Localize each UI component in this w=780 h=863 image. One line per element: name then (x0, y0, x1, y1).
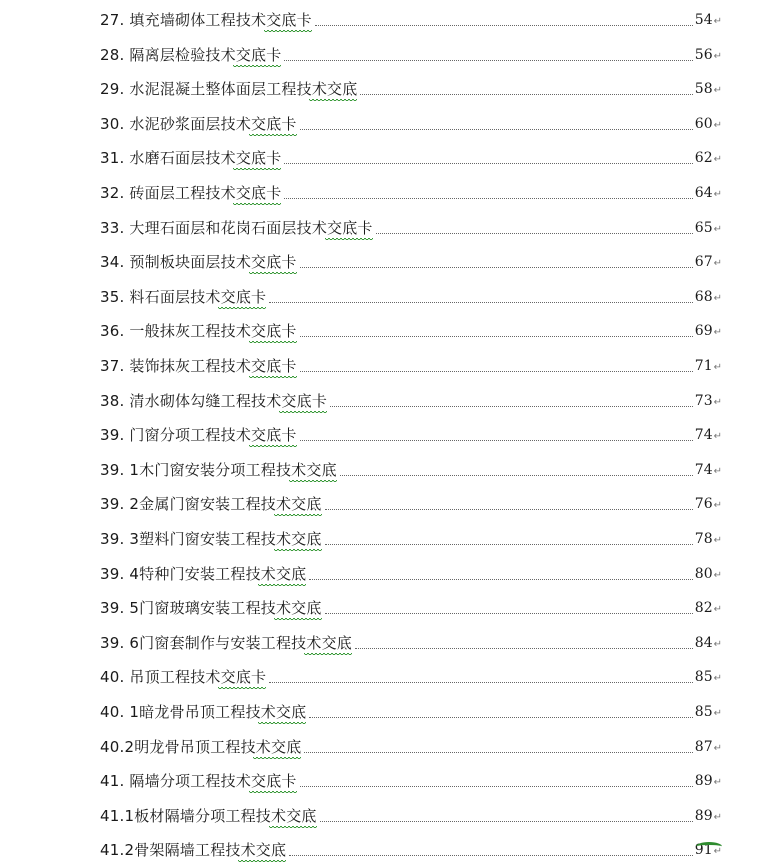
paragraph-mark-icon: ↵ (713, 535, 722, 546)
toc-entry[interactable] (100, 770, 722, 792)
toc-dot-leader (360, 93, 692, 95)
paragraph-mark-icon: ↵ (713, 85, 722, 97)
toc-entry[interactable] (100, 459, 722, 481)
toc-entry-title: 40.2明龙骨吊顶工程技术交底 (100, 737, 302, 756)
toc-entry-title: 30. 水泥砂浆面层技术交底卡 (100, 114, 297, 133)
toc-entry[interactable] (100, 563, 722, 585)
toc-entry[interactable] (100, 736, 722, 758)
toc-dot-leader (309, 716, 692, 718)
toc-dot-leader (269, 301, 692, 303)
toc-dot-leader (320, 820, 693, 822)
toc-entry-title: 38. 清水砌体勾缝工程技术交底卡 (100, 391, 328, 410)
spellcheck-squiggle (279, 411, 327, 414)
toc-entry-title: 37. 装饰抹灰工程技术交底卡 (100, 357, 297, 375)
toc-entry-title: 39. 1木门窗安装分项工程技术交底 (100, 460, 337, 479)
spellcheck-squiggle (218, 307, 266, 310)
toc-dot-leader (289, 854, 692, 856)
paragraph-mark-icon: ↵ (713, 50, 722, 62)
spellcheck-squiggle (274, 514, 322, 517)
toc-entry[interactable] (100, 390, 722, 412)
spellcheck-squiggle (249, 134, 297, 137)
paragraph-mark-icon: ↵ (713, 846, 722, 858)
paragraph-mark-icon: ↵ (713, 362, 722, 373)
toc-entry-title: 39. 3塑料门窗安装工程技术交底 (100, 530, 322, 548)
toc-dot-leader (325, 612, 693, 614)
toc-entry-title: 41.1板材隔墙分项工程技术交底 (100, 806, 317, 825)
toc-entry[interactable] (100, 701, 722, 723)
toc-entry-title: 31. 水磨石面层技术交底卡 (100, 149, 282, 168)
toc-page-number: 74 (694, 461, 713, 478)
toc-dot-leader (325, 508, 693, 510)
spellcheck-squiggle (249, 445, 297, 448)
toc-page-number: 62 (694, 150, 713, 167)
toc-dot-leader (284, 197, 692, 199)
toc-entry-title: 39. 5门窗玻璃安装工程技术交底 (100, 599, 322, 618)
toc-dot-leader (300, 128, 693, 130)
spellcheck-squiggle (233, 168, 281, 171)
toc-page-number: 54 (694, 12, 713, 28)
paragraph-mark-icon: ↵ (713, 604, 722, 616)
paragraph-mark-icon: ↵ (713, 258, 722, 270)
toc-page-number: 58 (694, 81, 713, 98)
spellcheck-squiggle (274, 618, 322, 621)
toc-page-number: 71 (694, 358, 713, 374)
paragraph-mark-icon: ↵ (713, 777, 722, 789)
toc-page-number: 89 (694, 773, 713, 790)
paragraph-mark-icon: ↵ (713, 154, 722, 166)
paragraph-mark-icon: ↵ (713, 742, 722, 754)
paragraph-mark-icon: ↵ (713, 431, 722, 443)
spellcheck-squiggle (249, 272, 297, 275)
toc-page-number: 85 (694, 669, 713, 686)
toc-dot-leader (300, 266, 693, 268)
toc-entry-title: 40. 1暗龙骨吊顶工程技术交底 (100, 703, 307, 721)
paragraph-mark-icon: ↵ (713, 119, 722, 131)
toc-entry-title: 39. 6门窗套制作与安装工程技术交底 (100, 633, 352, 652)
paragraph-mark-icon: ↵ (713, 673, 722, 685)
toc-page-number: 64 (694, 185, 713, 201)
toc-entry[interactable] (100, 355, 722, 377)
toc-dot-leader (300, 370, 693, 372)
toc-page-number: 69 (694, 323, 713, 340)
toc-entry[interactable] (100, 217, 722, 239)
spellcheck-squiggle (249, 791, 297, 794)
toc-entry[interactable] (100, 424, 722, 446)
toc-dot-leader (315, 24, 693, 26)
toc-entry[interactable] (100, 113, 722, 135)
spellcheck-squiggle (233, 65, 281, 68)
toc-entry-title: 41. 隔墙分项工程技术交底卡 (100, 772, 297, 791)
toc-entry[interactable] (100, 286, 722, 308)
toc-entry-title: 36. 一般抹灰工程技术交底卡 (100, 322, 297, 341)
toc-page-number: 60 (694, 115, 713, 132)
toc-entry-title: 34. 预制板块面层技术交底卡 (100, 253, 297, 272)
toc-entry-title: 41.2骨架隔墙工程技术交底 (100, 841, 287, 860)
toc-page-number: 84 (694, 634, 713, 651)
toc-entry-title: 32. 砖面层工程技术交底卡 (100, 184, 282, 202)
paragraph-mark-icon: ↵ (713, 569, 722, 581)
toc-entry[interactable] (100, 44, 722, 66)
toc-dot-leader (300, 785, 693, 787)
toc-entry-title: 29. 水泥混凝土整体面层工程技术交底 (100, 80, 358, 99)
toc-entry-title: 28. 隔离层检验技术交底卡 (100, 45, 282, 64)
toc-entry-title: 33. 大理石面层和花岗石面层技术交底卡 (100, 218, 373, 237)
spellcheck-squiggle (325, 238, 373, 241)
paragraph-mark-icon: ↵ (713, 465, 722, 477)
toc-entry[interactable] (100, 528, 722, 550)
toc-entry-title: 39. 4特种门安装工程技术交底 (100, 564, 307, 583)
spellcheck-corner-mark (696, 842, 722, 851)
toc-entry[interactable] (100, 251, 722, 273)
toc-entry[interactable] (100, 632, 722, 654)
toc-dot-leader (304, 751, 692, 753)
spellcheck-squiggle (274, 549, 322, 552)
spellcheck-squiggle (253, 757, 301, 760)
toc-dot-leader (300, 335, 693, 337)
toc-page-number: 67 (694, 254, 713, 271)
toc-page-number: 82 (694, 600, 713, 617)
paragraph-mark-icon: ↵ (713, 327, 722, 339)
paragraph-mark-icon: ↵ (713, 638, 722, 650)
spellcheck-squiggle (304, 653, 352, 656)
toc-page-number: 78 (694, 531, 713, 547)
toc-dot-leader (284, 162, 692, 164)
toc-dot-leader (340, 474, 693, 476)
toc-page-number: 89 (694, 807, 713, 824)
toc-page-number: 76 (694, 496, 713, 513)
paragraph-mark-icon: ↵ (713, 16, 722, 27)
toc-entry-title: 27. 填充墙砌体工程技术交底卡 (100, 11, 312, 29)
toc-page-number: 87 (694, 738, 713, 755)
toc-entry[interactable] (100, 9, 722, 31)
toc-page-number: 65 (694, 219, 713, 236)
toc-entry-title: 39. 门窗分项工程技术交底卡 (100, 426, 297, 445)
toc-page-number: 73 (694, 392, 713, 409)
spellcheck-squiggle (258, 584, 306, 587)
spellcheck-squiggle (233, 203, 281, 206)
toc-entry[interactable] (100, 597, 722, 619)
toc-page-number: 80 (694, 565, 713, 582)
paragraph-mark-icon: ↵ (713, 223, 722, 235)
toc-dot-leader (284, 59, 692, 61)
toc-entry[interactable] (100, 666, 722, 688)
spellcheck-squiggle (289, 480, 337, 483)
spellcheck-squiggle (258, 722, 306, 725)
toc-entry[interactable] (100, 78, 722, 100)
toc-entry-title: 39. 2金属门窗安装工程技术交底 (100, 495, 322, 514)
toc-dot-leader (330, 405, 693, 407)
toc-entry[interactable] (100, 320, 722, 342)
paragraph-mark-icon: ↵ (713, 708, 722, 719)
paragraph-mark-icon: ↵ (713, 811, 722, 823)
toc-page-number: 56 (694, 46, 713, 63)
toc-entry-title: 35. 料石面层技术交底卡 (100, 287, 267, 306)
toc-page-number: 74 (694, 427, 713, 444)
toc-dot-leader (269, 681, 692, 683)
toc-entry[interactable] (100, 839, 722, 861)
spellcheck-squiggle (264, 30, 312, 33)
toc-entry[interactable] (100, 147, 722, 169)
toc-entry[interactable] (100, 182, 722, 204)
paragraph-mark-icon: ↵ (713, 500, 722, 512)
paragraph-mark-icon: ↵ (713, 292, 722, 304)
toc-dot-leader (325, 543, 693, 545)
spellcheck-squiggle (269, 826, 317, 829)
toc-page-number: 91 (694, 842, 713, 859)
paragraph-mark-icon: ↵ (713, 396, 722, 408)
toc-dot-leader (376, 232, 693, 234)
toc-dot-leader (355, 647, 693, 649)
toc-page-number: 68 (694, 288, 713, 305)
spellcheck-squiggle (249, 376, 297, 379)
toc-dot-leader (300, 439, 693, 441)
spellcheck-squiggle (309, 99, 357, 102)
toc-entry[interactable] (100, 493, 722, 515)
toc-entry-title: 40. 吊顶工程技术交底卡 (100, 668, 267, 687)
paragraph-mark-icon: ↵ (713, 189, 722, 200)
toc-dot-leader (309, 578, 692, 580)
spellcheck-squiggle (249, 341, 297, 344)
spellcheck-squiggle (218, 687, 266, 690)
toc-page-number: 85 (694, 704, 713, 720)
toc-entry[interactable] (100, 805, 722, 827)
